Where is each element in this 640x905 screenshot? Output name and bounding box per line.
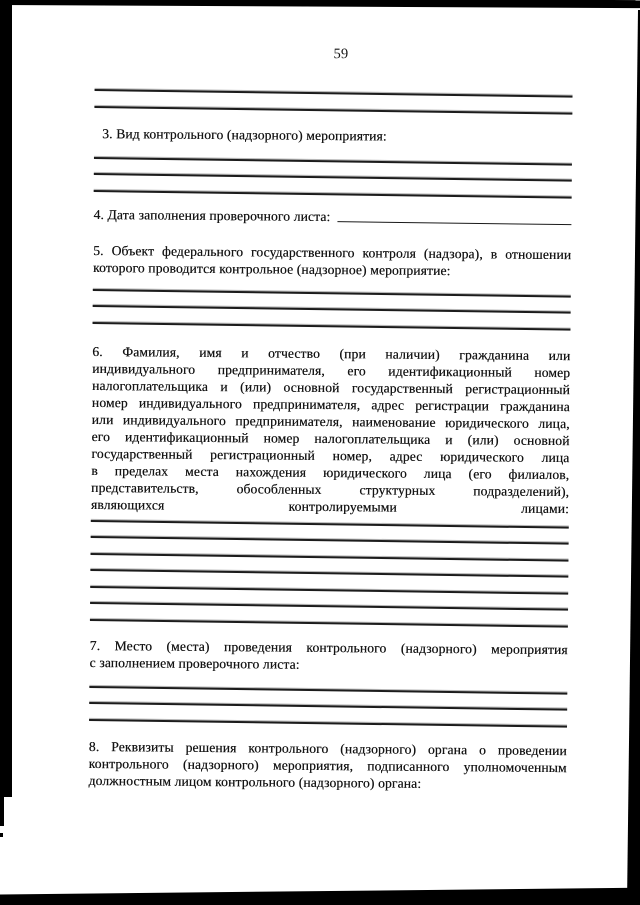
text-line: которого проводится контрольное (надзорное) мероприятие: (92, 259, 451, 279)
ruled-line (90, 619, 568, 627)
ruled-line (94, 173, 572, 181)
text-line: должностным лицом контрольного (надзорного) органа: (88, 772, 422, 791)
ruled-line (89, 719, 567, 727)
scan-border-bottom (0, 888, 640, 905)
ruled-line (91, 536, 569, 544)
text-line: налогоплательщика и (или) основной государственный регистрационный (91, 377, 571, 398)
ruled-line (93, 289, 571, 297)
ruled-line (94, 190, 572, 198)
text-line: номер индивидуального предпринимателя, адрес регистрации гражданина (91, 394, 570, 415)
fill-line-group-item-5 (92, 289, 570, 343)
ruled-line (89, 686, 567, 694)
fill-line-group-item-6 (90, 520, 569, 640)
fill-line-group-item-7 (89, 686, 567, 740)
scan-speck (0, 833, 3, 837)
page-number: 59 (333, 46, 349, 63)
fill-line-group-top (94, 89, 572, 127)
ruled-line (94, 157, 572, 165)
ruled-line (90, 586, 568, 594)
text-line: представительств, обособленных структурных подразделений), (91, 479, 570, 500)
text-line: в пределах места нахождения юридического лица (его филиалов, (91, 462, 570, 483)
form-item-7-label (89, 637, 567, 675)
text-line: являющихся контролируемыми лицами: (90, 496, 569, 517)
ruled-line (90, 553, 568, 561)
form-item-4 (93, 206, 571, 227)
ruled-line (95, 89, 573, 97)
text-line: государственный регистрационный номер, адрес юридического лица (91, 445, 570, 466)
form-item-5-label (93, 242, 571, 280)
form-item-6-label (91, 343, 570, 517)
form-item-8-label (88, 738, 566, 793)
scan-border-left-tail (0, 795, 4, 826)
scan-border-right (626, 10, 640, 905)
text-line: индивидуального предпринимателя, его идентификационный номер (92, 360, 571, 381)
ruled-line (91, 520, 569, 528)
text-line: 5. Объект федерального государственного контроля (надзора), в отношении (93, 242, 572, 263)
text-line: или индивидуального предпринимателя, наименование юридического лица, (91, 411, 570, 432)
ruled-line (93, 322, 571, 330)
fill-line (337, 221, 571, 225)
page-content (88, 40, 573, 874)
ruled-line (90, 569, 568, 577)
text-line: 8. Реквизиты решения контрольного (надзорного) органа о проведении (88, 738, 567, 759)
scan-border-top (0, 0, 640, 8)
form-item-3-label: 3. Вид контрольного (надзорного) мероприятия: (102, 126, 387, 144)
ruled-line (93, 305, 571, 313)
text-line: его идентификационный номер налогоплательщика и (или) основной (91, 428, 570, 449)
text-line: с заполнением проверочного листа: (89, 654, 300, 672)
ruled-line (89, 702, 567, 710)
form-item-4-label: 4. Дата заполнения проверочного листа: (93, 206, 331, 225)
scan-border-left (0, 0, 12, 797)
text-line: 6. Фамилия, имя и отчество (при наличии) гражданина или (92, 343, 571, 364)
ruled-line (90, 602, 568, 610)
fill-line-group-item-3 (94, 157, 572, 211)
text-line: 7. Место (места) проведения контрольного (надзорного) мероприятия (89, 637, 568, 658)
ruled-line (94, 106, 572, 114)
text-line: контрольного (надзорного) мероприятия, подписанного уполномоченным (88, 755, 567, 776)
